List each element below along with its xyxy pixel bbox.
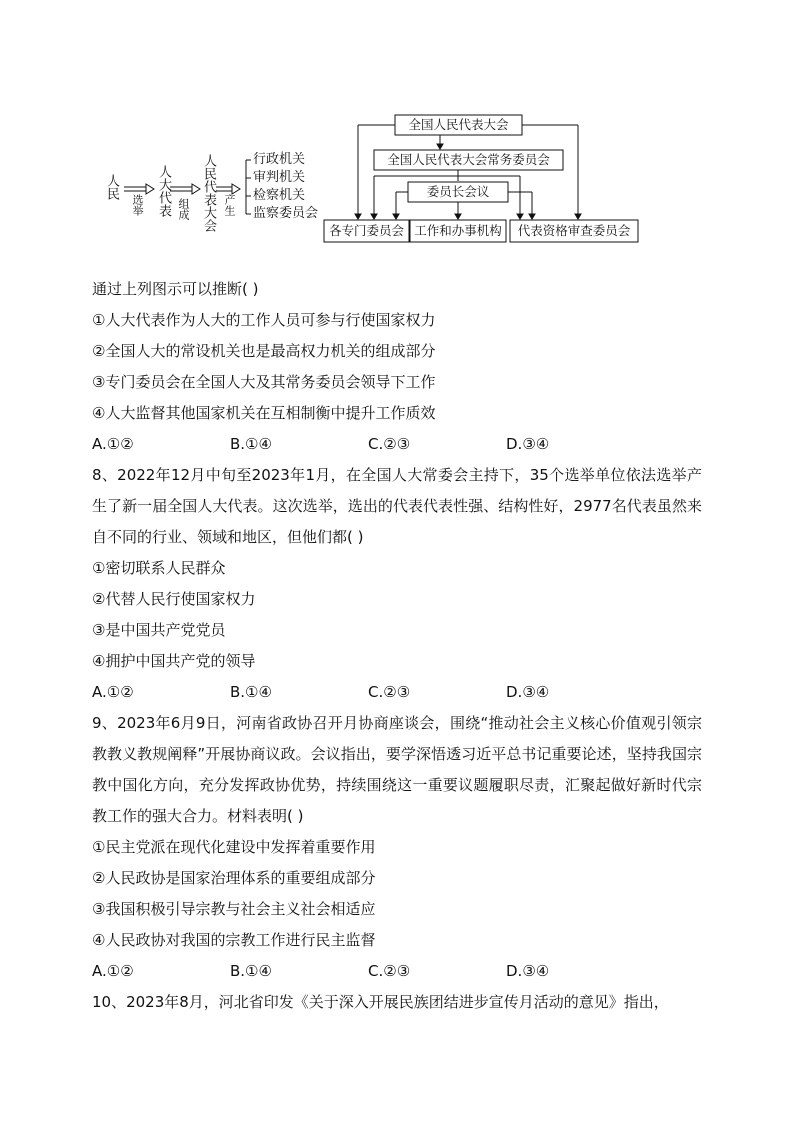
statement-item: ③是中国共产党党员 — [92, 621, 226, 639]
statement-item: ①民主党派在现代化建设中发挥着重要作用 — [92, 838, 376, 856]
statement-item: ①人大代表作为人大的工作人员可参与行使国家权力 — [92, 311, 436, 329]
questions — [92, 274, 702, 1018]
credentials-committee-box: 代表资格审查委员会 — [517, 223, 631, 238]
option-b[interactable]: B.①④ — [230, 962, 272, 980]
chairmen-council-box: 委员长会议 — [426, 184, 490, 199]
option-b[interactable]: B.①④ — [230, 683, 272, 701]
option-b[interactable]: B.①④ — [230, 435, 272, 453]
statement-item: ④拥护中国共产党的领导 — [92, 652, 256, 670]
deputies-label: 人大代表 — [156, 165, 171, 217]
option-c[interactable]: C.②③ — [368, 683, 411, 701]
question-8 — [92, 460, 702, 708]
question-9 — [92, 708, 702, 987]
people-label: 人民 — [104, 174, 119, 200]
option-d[interactable]: D.③④ — [506, 962, 550, 980]
special-committees-box: 各专门委员会 — [328, 223, 404, 238]
question-stem: 通过上列图示可以推断( ) — [92, 280, 259, 298]
option-d[interactable]: D.③④ — [506, 435, 550, 453]
question-stem: 9、2023年6月9日，河南省政协召开月协商座谈会，围绕“推动社会主义核心价值观引领宗教教义教规阐释”开展协商议政。会议指出，要学深悟透习近平总书记重要论述，坚持我国宗教中国化方向，充分发挥政协优势，持续围绕这一重要议题履职尽责，汇聚起做好新时代宗教工作的强大合力。材料表明( ) — [92, 714, 702, 825]
answer-options — [92, 956, 702, 987]
option-c[interactable]: C.②③ — [368, 435, 411, 453]
question-7 — [92, 274, 702, 460]
statement-item: ④人大监督其他国家机关在互相制衡中提升工作质效 — [92, 404, 436, 422]
answer-options — [92, 677, 702, 708]
organ-judicial: 审判机关 — [253, 170, 306, 185]
statement-item: ②人民政协是国家治理体系的重要组成部分 — [92, 869, 376, 887]
statement-item: ①密切联系人民群众 — [92, 559, 226, 577]
question-stem: 8、2022年12月中旬至2023年1月，在全国人大常委会主持下，35个选举单位依法选举产生了新一届全国人大代表。这次选举，选出的代表代表性强、结构性好，2977名代表虽然来自不同的行业、领域和地区，但他们都( ) — [92, 466, 702, 546]
option-a[interactable]: A.①② — [92, 962, 134, 980]
structure-diagram — [100, 110, 660, 250]
produce-label: 产生 — [223, 194, 236, 216]
statement-item: ③专门委员会在全国人大及其常务委员会领导下工作 — [92, 373, 436, 391]
npc-box: 全国人民代表大会 — [408, 117, 509, 132]
organ-administrative: 行政机关 — [253, 152, 306, 167]
statement-item: ②代替人民行使国家权力 — [92, 590, 256, 608]
option-a[interactable]: A.①② — [92, 435, 134, 453]
option-c[interactable]: C.②③ — [368, 962, 411, 980]
organ-procuratorial: 检察机关 — [253, 188, 306, 203]
standing-committee-box: 全国人民代表大会常务委员会 — [387, 152, 550, 167]
working-bodies-box: 工作和办事机构 — [414, 223, 502, 238]
question-stem: 10、2023年8月，河北省印发《关于深入开展民族团结进步宣传月活动的意见》指出， — [92, 993, 669, 1011]
congress-label: 人民代表大会 — [201, 154, 216, 232]
organ-supervisory: 监察委员会 — [253, 206, 319, 221]
question-10 — [92, 987, 702, 1018]
statement-item: ③我国积极引导宗教与社会主义社会相适应 — [92, 900, 376, 918]
statement-item: ②全国人大的常设机关也是最高权力机关的组成部分 — [92, 342, 436, 360]
option-d[interactable]: D.③④ — [506, 683, 550, 701]
statement-item: ④人民政协对我国的宗教工作进行民主监督 — [92, 931, 376, 949]
compose-label: 组成 — [177, 198, 190, 220]
elect-label: 选举 — [131, 194, 144, 216]
answer-options — [92, 429, 702, 460]
option-a[interactable]: A.①② — [92, 683, 134, 701]
